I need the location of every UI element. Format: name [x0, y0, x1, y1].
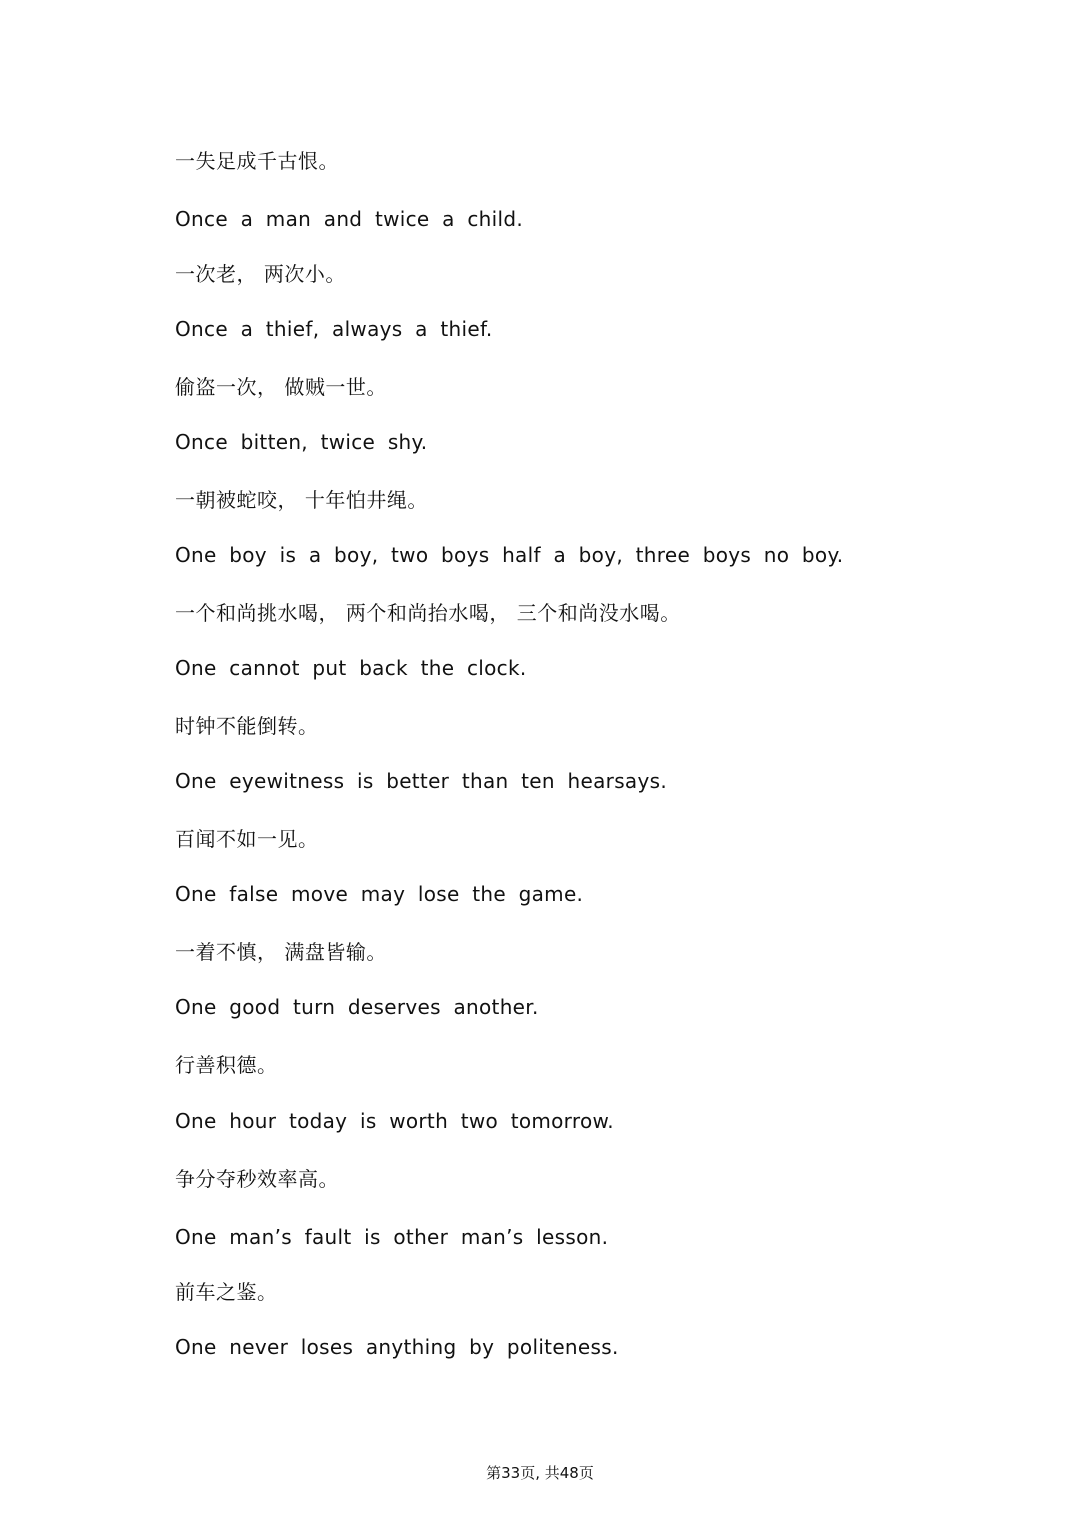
proverb-line-en: One boy is a boy, two boys half a boy, three boys no boy. [175, 543, 844, 567]
proverb-line-en: Once a man and twice a child. [175, 207, 524, 231]
proverb-line-zh: 一朝被蛇咬， 十年怕井绳。 [175, 488, 428, 512]
proverb-line-zh: 百闻不如一见。 [175, 827, 319, 851]
proverb-line-zh: 时钟不能倒转。 [175, 714, 319, 738]
proverb-line-en: One false move may lose the game. [175, 882, 584, 906]
proverb-line-zh: 偷盗一次， 做贼一世。 [175, 375, 387, 399]
proverb-line-zh: 一次老， 两次小。 [175, 262, 346, 286]
proverb-line-en: One eyewitness is better than ten hearsays. [175, 769, 667, 793]
proverb-line-zh: 前车之鉴。 [175, 1280, 278, 1304]
proverb-line-zh: 一着不慎， 满盘皆输。 [175, 940, 387, 964]
proverb-line-zh: 一个和尚挑水喝， 两个和尚抬水喝， 三个和尚没水喝。 [175, 601, 681, 625]
proverb-line-en: One hour today is worth two tomorrow. [175, 1109, 614, 1133]
proverb-line-en: One never loses anything by politeness. [175, 1335, 619, 1359]
proverb-line-en: Once a thief, always a thief. [175, 317, 493, 341]
proverb-line-zh: 争分夺秒效率高。 [175, 1167, 339, 1191]
proverb-line-en: One cannot put back the clock. [175, 656, 527, 680]
proverb-line-en: Once bitten, twice shy. [175, 430, 428, 454]
proverb-line-en: One man’s fault is other man’s lesson. [175, 1225, 609, 1249]
proverb-line-zh: 一失足成千古恨。 [175, 149, 339, 173]
page-number: 第33页, 共48页 [486, 1464, 594, 1482]
proverb-line-en: One good turn deserves another. [175, 995, 539, 1019]
proverb-line-zh: 行善积德。 [175, 1053, 278, 1077]
